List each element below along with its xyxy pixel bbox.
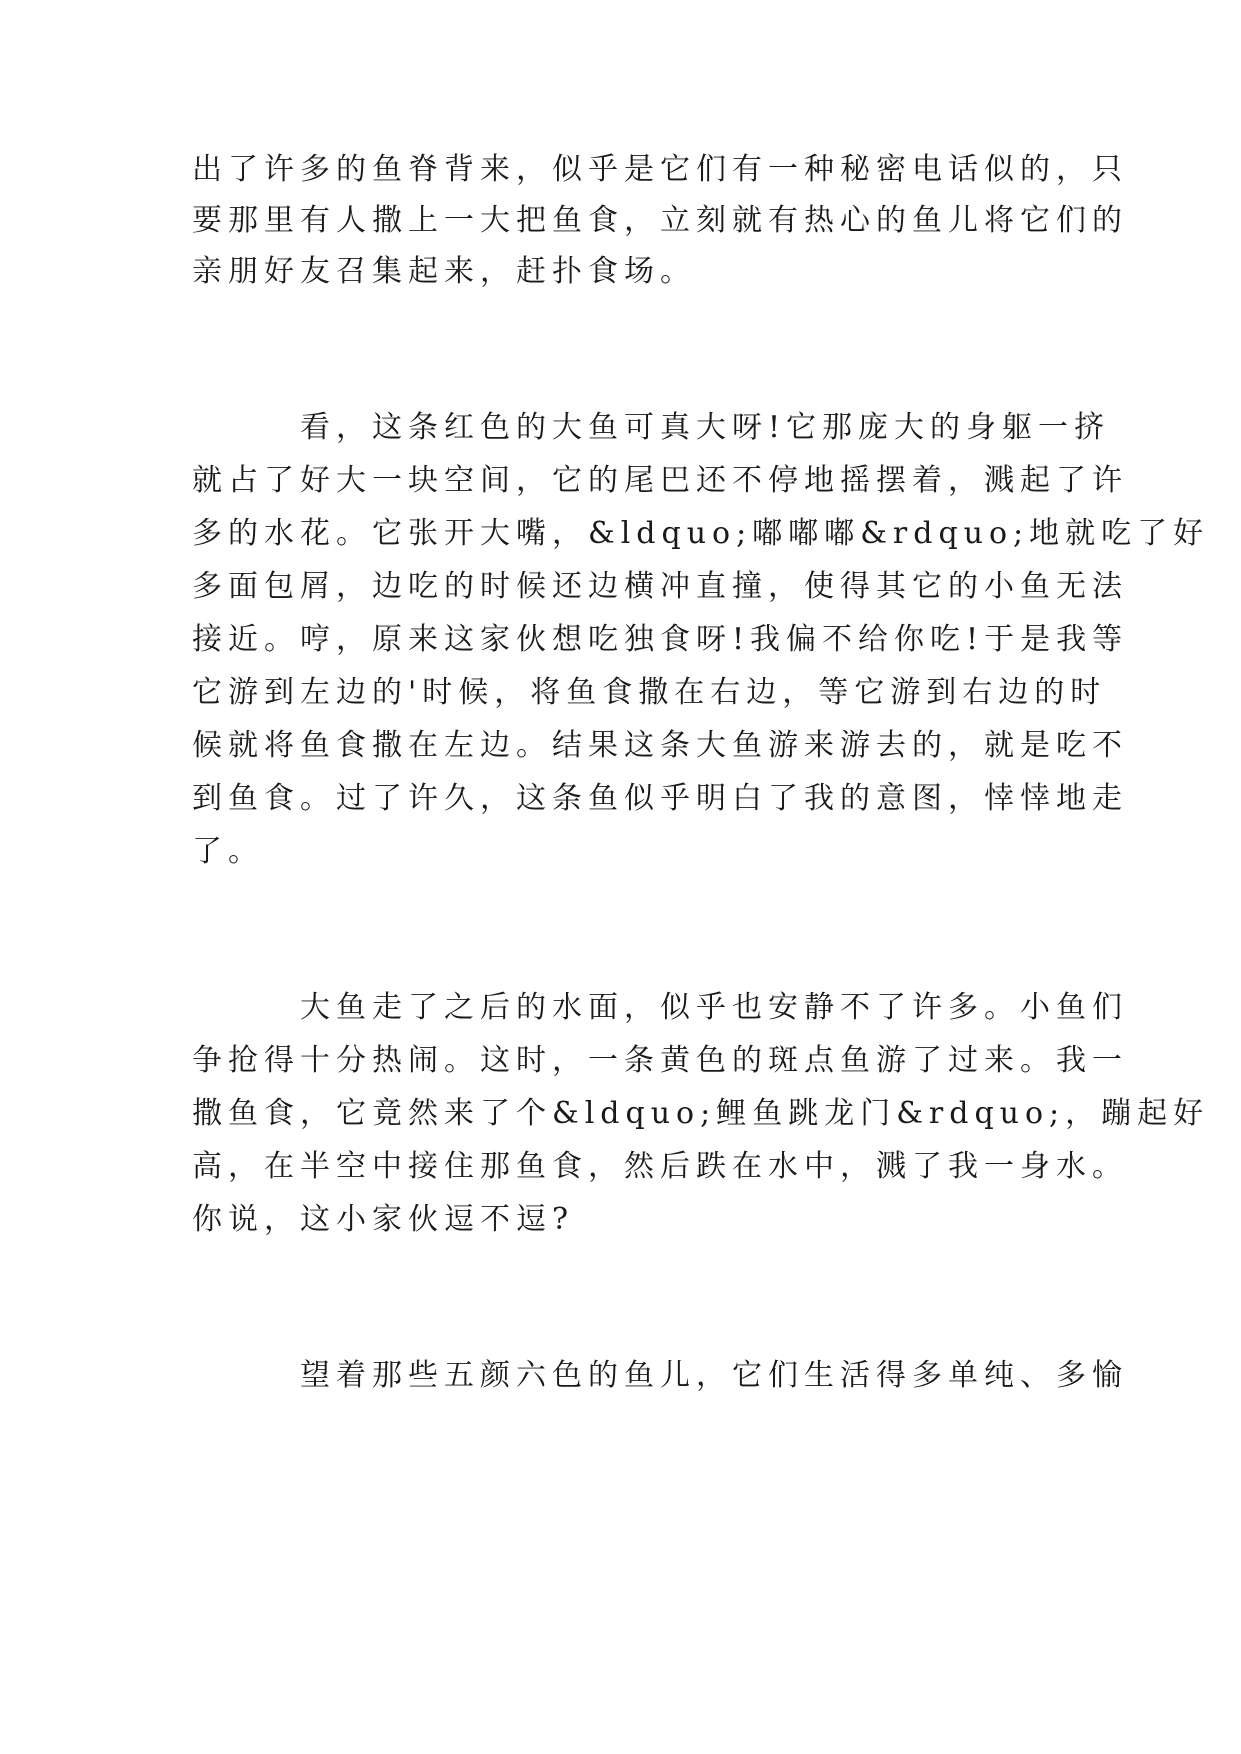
text-line: 争抢得十分热闹。这时，一条黄色的斑点鱼游了过来。我一	[192, 1043, 1128, 1078]
text-line: 候就将鱼食撒在左边。结果这条大鱼游来游去的，就是吃不	[192, 728, 1128, 763]
text-line: 出了许多的鱼脊背来，似乎是它们有一种秘密电话似的，只	[192, 152, 1128, 187]
text-line: 你说，这小家伙逗不逗?	[192, 1202, 575, 1237]
text-line: 大鱼走了之后的水面，似乎也安静不了许多。小鱼们	[300, 990, 1128, 1025]
text-line: 望着那些五颜六色的鱼儿，它们生活得多单纯、多愉	[300, 1358, 1128, 1393]
text-line: 高，在半空中接住那鱼食，然后跌在水中，溅了我一身水。	[192, 1149, 1128, 1184]
text-line: 多面包屑，边吃的时候还边横冲直撞，使得其它的小鱼无法	[192, 569, 1128, 604]
text-line: 要那里有人撒上一大把鱼食，立刻就有热心的鱼儿将它们的	[192, 203, 1128, 238]
text-line: 看，这条红色的大鱼可真大呀!它那庞大的身躯一挤	[300, 410, 1111, 445]
text-line: 了。	[192, 834, 264, 869]
text-line: 就占了好大一块空间，它的尾巴还不停地摇摆着，溅起了许	[192, 463, 1128, 498]
text-line: 到鱼食。过了许久，这条鱼似乎明白了我的意图，悻悻地走	[192, 781, 1128, 816]
text-line: 亲朋好友召集起来，赶扑食场。	[192, 254, 696, 289]
text-line: 撒鱼食，它竟然来了个&ldquo;鲤鱼跳龙门&rdquo;，蹦起好	[192, 1096, 1210, 1131]
text-line: 它游到左边的'时候，将鱼食撒在右边，等它游到右边的时	[192, 675, 1107, 710]
text-line: 多的水花。它张开大嘴，&ldquo;嘟嘟嘟&rdquo;地就吃了好	[192, 516, 1210, 551]
text-line: 接近。哼，原来这家伙想吃独食呀!我偏不给你吃!于是我等	[192, 622, 1129, 657]
